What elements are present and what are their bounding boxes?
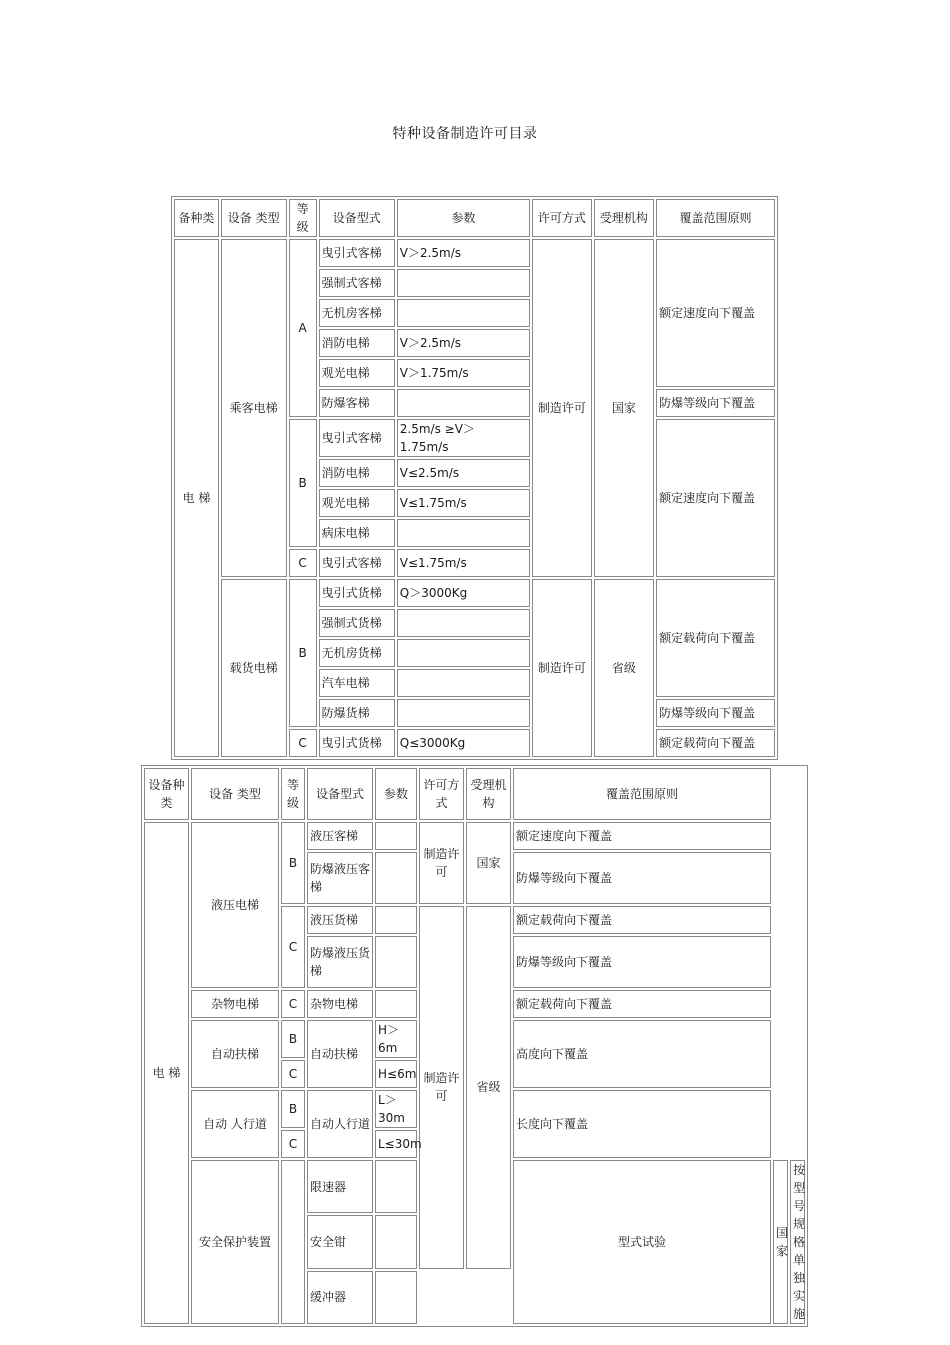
license-cell: 型式试验 (513, 1160, 771, 1324)
param-cell (397, 299, 530, 327)
model-cell: 消防电梯 (319, 459, 395, 487)
param-cell: L≤30m (375, 1130, 417, 1158)
param-cell (375, 936, 417, 988)
model-cell: 液压货梯 (307, 906, 373, 934)
param-cell: Q≤3000Kg (397, 729, 530, 757)
table-row (174, 239, 775, 267)
type-cell: 杂物电梯 (191, 990, 279, 1018)
coverage-cell: 防爆等级向下覆盖 (513, 852, 771, 904)
param-cell (375, 852, 417, 904)
header-cell: 受理机构 (594, 199, 654, 237)
grade-cell: C (281, 1130, 305, 1158)
model-cell: 消防电梯 (319, 329, 395, 357)
param-cell (375, 1215, 417, 1268)
agency-cell: 国家 (594, 239, 654, 577)
header-cell: 受理机构 (466, 768, 511, 820)
param-cell (375, 1160, 417, 1213)
param-cell: V＞1.75m/s (397, 359, 530, 387)
grade-cell: B (281, 1020, 305, 1058)
agency-cell: 省级 (594, 579, 654, 757)
category-cell: 电 梯 (144, 822, 189, 1324)
model-cell: 观光电梯 (319, 489, 395, 517)
header-cell: 覆盖范围原则 (656, 199, 775, 237)
model-cell: 防爆客梯 (319, 389, 395, 417)
coverage-cell: 防爆等级向下覆盖 (513, 936, 771, 988)
model-cell: 自动人行道 (307, 1090, 373, 1158)
param-cell (397, 519, 530, 547)
type-cell: 载货电梯 (221, 579, 287, 757)
model-cell: 防爆货梯 (319, 699, 395, 727)
param-cell (375, 1271, 417, 1324)
model-cell: 防爆液压货梯 (307, 936, 373, 988)
param-cell (397, 609, 530, 637)
header-cell: 等级 (289, 199, 317, 237)
type-cell: 乘客电梯 (221, 239, 287, 577)
coverage-cell: 额定载荷向下覆盖 (513, 906, 771, 934)
coverage-cell: 额定速度向下覆盖 (513, 822, 771, 850)
type-cell: 安全保护装置 (191, 1160, 279, 1324)
license-table-2 (141, 765, 808, 1327)
grade-cell: B (289, 419, 317, 547)
license-cell: 制造许可 (532, 239, 591, 577)
table-header-row (174, 199, 775, 237)
model-cell: 强制式货梯 (319, 609, 395, 637)
param-cell: V＞2.5m/s (397, 239, 530, 267)
license-cell: 制造许可 (419, 822, 464, 904)
coverage-cell: 按型号规格单独实施 (790, 1160, 805, 1324)
coverage-cell: 长度向下覆盖 (513, 1090, 771, 1158)
grade-cell: B (281, 822, 305, 904)
header-cell: 设备种类 (144, 768, 189, 820)
header-cell: 设备型式 (319, 199, 395, 237)
param-cell: V＞2.5m/s (397, 329, 530, 357)
model-cell: 安全钳 (307, 1215, 373, 1268)
model-cell: 曳引式客梯 (319, 239, 395, 267)
grade-cell (281, 1160, 305, 1324)
header-cell: 许可方式 (419, 768, 464, 820)
param-cell: Q＞3000Kg (397, 579, 530, 607)
header-cell: 等级 (281, 768, 305, 820)
model-cell: 液压客梯 (307, 822, 373, 850)
coverage-cell: 额定载荷向下覆盖 (513, 990, 771, 1018)
license-cell: 制造许可 (532, 579, 591, 757)
model-cell: 防爆液压客梯 (307, 852, 373, 904)
category-cell: 电 梯 (174, 239, 219, 757)
param-cell (397, 389, 530, 417)
agency-cell: 国家 (773, 1160, 788, 1324)
header-cell: 覆盖范围原则 (513, 768, 771, 820)
license-cell: 制造许可 (419, 906, 464, 1269)
table-row (144, 822, 805, 850)
grade-cell: B (281, 1090, 305, 1128)
header-cell: 设备型式 (307, 768, 373, 820)
model-cell: 无机房客梯 (319, 299, 395, 327)
model-cell: 无机房货梯 (319, 639, 395, 667)
grade-cell: C (289, 549, 317, 577)
coverage-cell: 防爆等级向下覆盖 (656, 699, 775, 727)
coverage-cell: 额定速度向下覆盖 (656, 419, 775, 577)
model-cell: 病床电梯 (319, 519, 395, 547)
table-header-row (144, 768, 805, 820)
param-cell (375, 990, 417, 1018)
param-cell: H＞6m (375, 1020, 417, 1058)
param-cell: V≤2.5m/s (397, 459, 530, 487)
model-cell: 曳引式客梯 (319, 549, 395, 577)
model-cell: 汽车电梯 (319, 669, 395, 697)
table-row (174, 579, 775, 607)
param-cell (375, 822, 417, 850)
coverage-cell: 额定载荷向下覆盖 (656, 729, 775, 757)
model-cell: 曳引式货梯 (319, 729, 395, 757)
model-cell: 缓冲器 (307, 1271, 373, 1324)
header-cell: 参数 (397, 199, 530, 237)
agency-cell: 省级 (466, 906, 511, 1269)
agency-cell: 国家 (466, 822, 511, 904)
param-cell: L＞30m (375, 1090, 417, 1128)
param-cell: H≤6m (375, 1060, 417, 1088)
header-cell: 设备 类型 (191, 768, 279, 820)
header-cell: 备种类 (174, 199, 219, 237)
param-cell (397, 639, 530, 667)
coverage-cell: 高度向下覆盖 (513, 1020, 771, 1088)
grade-cell: C (289, 729, 317, 757)
model-cell: 杂物电梯 (307, 990, 373, 1018)
param-cell (397, 269, 530, 297)
header-cell: 许可方式 (532, 199, 591, 237)
grade-cell: C (281, 906, 305, 988)
model-cell: 曳引式货梯 (319, 579, 395, 607)
grade-cell: A (289, 239, 317, 417)
coverage-cell: 额定速度向下覆盖 (656, 239, 775, 387)
grade-cell: C (281, 990, 305, 1018)
license-table-1 (171, 196, 778, 760)
model-cell: 限速器 (307, 1160, 373, 1213)
grade-cell: B (289, 579, 317, 727)
model-cell: 曳引式客梯 (319, 419, 395, 457)
param-cell: V≤1.75m/s (397, 489, 530, 517)
coverage-cell: 额定载荷向下覆盖 (656, 579, 775, 697)
param-cell (397, 669, 530, 697)
param-cell: V≤1.75m/s (397, 549, 530, 577)
header-cell: 参数 (375, 768, 417, 820)
model-cell: 自动扶梯 (307, 1020, 373, 1088)
type-cell: 自动扶梯 (191, 1020, 279, 1088)
model-cell: 强制式客梯 (319, 269, 395, 297)
header-cell: 设备 类型 (221, 199, 287, 237)
param-cell: 2.5m/s ≥V＞ 1.75m/s (397, 419, 530, 457)
coverage-cell: 防爆等级向下覆盖 (656, 389, 775, 417)
type-cell: 自动 人行道 (191, 1090, 279, 1158)
document-title: 特种设备制造许可目录 (392, 126, 538, 142)
param-cell (397, 699, 530, 727)
grade-cell: C (281, 1060, 305, 1088)
param-cell (375, 906, 417, 934)
type-cell: 液压电梯 (191, 822, 279, 988)
model-cell: 观光电梯 (319, 359, 395, 387)
